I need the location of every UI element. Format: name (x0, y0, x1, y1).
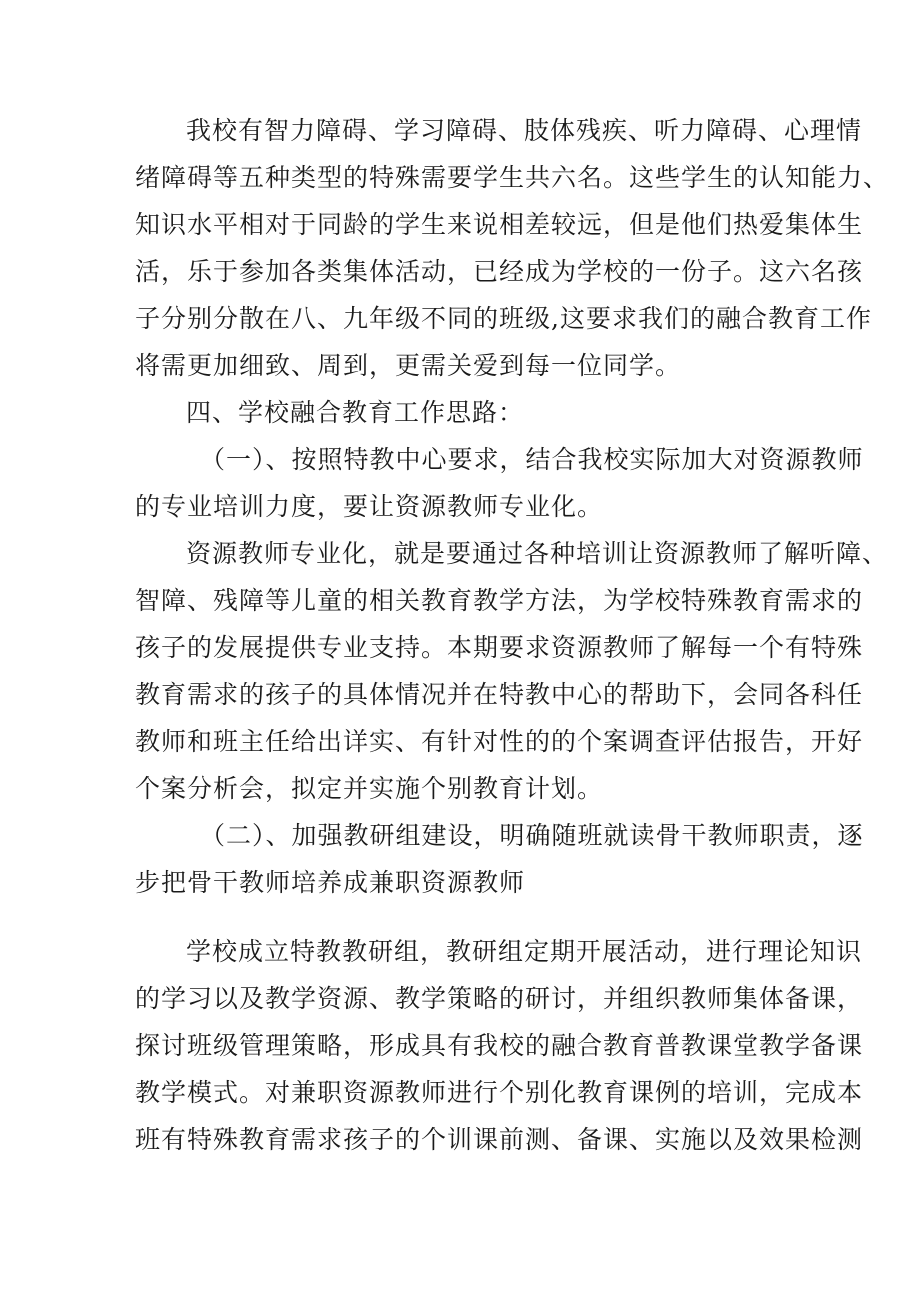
paragraph-3-line-4: 教育需求的孩子的具体情况并在特教中心的帮助下，会同各科任 (135, 680, 864, 709)
paragraph-3-line-2: 智障、残障等儿童的相关教育教学方法，为学校特殊教育需求的 (135, 586, 864, 615)
subheading-1-line-2: 的专业培训力度，要让资源教师专业化。 (135, 492, 604, 521)
paragraph-3-line-1: 资源教师专业化，就是要通过各种培训让资源教师了解听障、 (186, 539, 889, 568)
paragraph-1-line-3: 知识水平相对于同龄的学生来说相差较远，但是他们热爱集体生 (135, 210, 864, 239)
paragraph-1-line-4: 活，乐于参加各类集体活动，已经成为学校的一份子。这六名孩 (135, 257, 864, 286)
paragraph-5-line-5: 班有特殊教育需求孩子的个训课前测、备课、实施以及效果检测 (135, 1125, 864, 1154)
paragraph-3-line-5: 教师和班主任给出详实、有针对性的的个案调查评估报告，开好 (135, 727, 864, 756)
subheading-1-line-1: （一）、按照特教中心要求，结合我校实际加大对资源教师 (200, 445, 864, 474)
subheading-2-line-2: 步把骨干教师培养成兼职资源教师 (135, 868, 526, 897)
paragraph-3-line-3: 孩子的发展提供专业支持。本期要求资源教师了解每一个有特殊 (135, 633, 864, 662)
paragraph-1-line-5: 子分别分散在八、九年级不同的班级,这要求我们的融合教育工作 (135, 304, 872, 333)
paragraph-1-line-2: 绪障碍等五种类型的特殊需要学生共六名。这些学生的认知能力、 (135, 163, 890, 192)
paragraph-5-line-3: 探讨班级管理策略，形成具有我校的融合教育普教课堂教学备课 (135, 1031, 864, 1060)
paragraph-3-line-6: 个案分析会，拟定并实施个别教育计划。 (135, 774, 604, 803)
paragraph-1-line-6: 将需更加细致、周到，更需关爱到每一位同学。 (135, 351, 682, 380)
paragraph-1-line-1: 我校有智力障碍、学习障碍、肢体残疾、听力障碍、心理情 (186, 116, 863, 145)
paragraph-5-line-1: 学校成立特教教研组，教研组定期开展活动，进行理论知识 (186, 937, 863, 966)
paragraph-5-line-4: 教学模式。对兼职资源教师进行个别化教育课例的培训，完成本 (135, 1078, 864, 1107)
subheading-2-line-1: （二）、加强教研组建设，明确随班就读骨干教师职责，逐 (200, 821, 864, 850)
section-heading: 四、学校融合教育工作思路： (186, 398, 525, 427)
paragraph-5-line-2: 的学习以及教学资源、教学策略的研讨，并组织教师集体备课， (135, 984, 864, 1013)
